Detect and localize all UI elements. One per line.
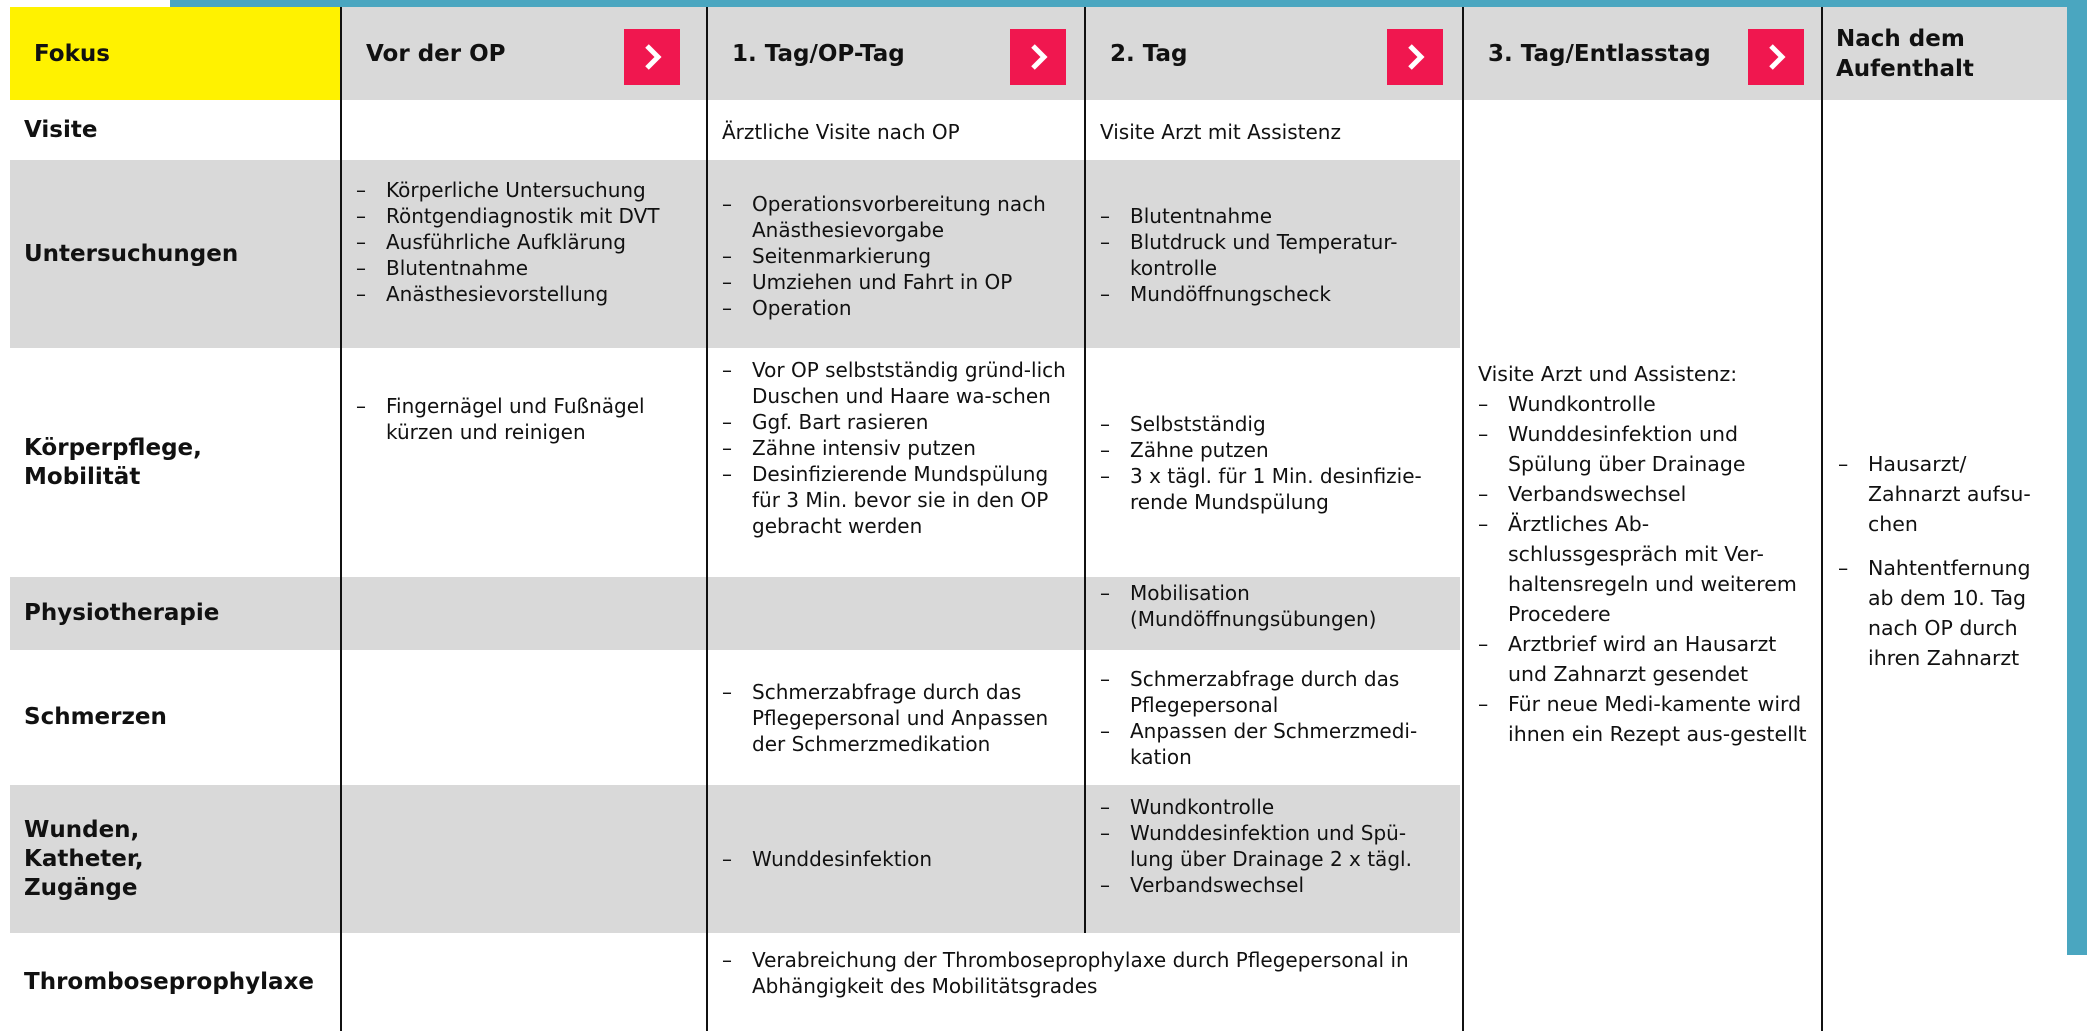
list-item: – Anästhesievorstellung xyxy=(356,281,696,307)
list-item: – Nahtentfernung ab dem 10. Tag nach OP durch ihren Zahnarzt xyxy=(1838,553,2060,673)
row-label-visite: Visite xyxy=(24,116,98,143)
chevron-right-icon[interactable] xyxy=(1387,29,1443,85)
header-focus xyxy=(10,7,340,100)
list-item: – Körperliche Untersuchung xyxy=(356,177,696,203)
list-item: – Wundkontrolle xyxy=(1100,794,1445,820)
list-item: – Für neue Medi-kamente wird ihnen ein Rezept aus-gestellt xyxy=(1478,689,1813,749)
header-vor-op-label: Vor der OP xyxy=(366,40,506,67)
row-label-wunden: Wunden, Katheter, Zugänge xyxy=(24,816,144,901)
top-accent-bar xyxy=(170,0,2087,7)
cell-wunden-tag1 xyxy=(722,846,1072,872)
list-item: – Blutentnahme xyxy=(356,255,696,281)
list-item: – Wunddesinfektion xyxy=(722,846,1072,872)
list-item: – Röntgendiagnostik mit DVT xyxy=(356,203,696,229)
chevron-right-icon[interactable] xyxy=(1748,29,1804,85)
header-nach xyxy=(1823,7,2067,100)
list-item: – Wundkontrolle xyxy=(1478,389,1813,419)
list-item: – Schmerzabfrage durch das Pflegepersonal xyxy=(1100,666,1445,718)
list-item: – Ärztliches Ab-schlussgespräch mit Ver-haltensregeln und weiterem Procedere xyxy=(1478,509,1813,629)
cell-koerperpflege-tag1 xyxy=(722,357,1067,539)
list-item: – Anpassen der Schmerzmedi-kation xyxy=(1100,718,1445,770)
cell-schmerzen-tag2 xyxy=(1100,666,1445,770)
row-label-koerperpflege: Körperpflege, Mobilität xyxy=(24,434,202,490)
cell-visite-tag1: Ärztliche Visite nach OP xyxy=(722,120,960,144)
header-vor-op xyxy=(342,7,706,100)
cell-koerperpflege-vor xyxy=(356,393,696,445)
header-tag2-label: 2. Tag xyxy=(1110,40,1188,67)
cell-schmerzen-tag1 xyxy=(722,679,1072,757)
cell-untersuchungen-tag2 xyxy=(1100,203,1440,307)
list-item: – Mundöffnungscheck xyxy=(1100,281,1440,307)
header-tag2 xyxy=(1086,7,1462,100)
column-divider xyxy=(1462,7,1464,1031)
chevron-right-icon[interactable] xyxy=(624,29,680,85)
list-item: – 3 x tägl. für 1 Min. desinfizie-rende Mundspülung xyxy=(1100,463,1445,515)
column-divider xyxy=(340,7,342,1031)
list-item: – Schmerzabfrage durch das Pflegepersonal und Anpassen der Schmerzmedikation xyxy=(722,679,1072,757)
column-divider xyxy=(1821,7,1823,1031)
row-label-thrombose: Thromboseprophylaxe xyxy=(24,968,315,995)
list-item: – Blutdruck und Temperatur-kontrolle xyxy=(1100,229,1440,281)
list-item: – Wunddesinfektion und Spü-lung über Drainage 2 x tägl. xyxy=(1100,820,1445,872)
cell-untersuchungen-tag1 xyxy=(722,191,1072,321)
column-divider xyxy=(706,7,708,1031)
list-item: – Verbandswechsel xyxy=(1478,479,1813,509)
list-item: – Ausführliche Aufklärung xyxy=(356,229,696,255)
cell-untersuchungen-vor xyxy=(356,177,696,307)
chevron-right-icon[interactable] xyxy=(1010,29,1066,85)
list-item: – Arztbrief wird an Hausarzt und Zahnarzt gesendet xyxy=(1478,629,1813,689)
column-divider xyxy=(1084,7,1086,933)
list-item: – Blutentnahme xyxy=(1100,203,1440,229)
list-item: – Verabreichung der Thromboseprophylaxe durch Pflegepersonal in Abhängigkeit des Mobilitätsgrades xyxy=(722,947,1452,999)
list-item: – Fingernägel und Fußnägel kürzen und reinigen xyxy=(356,393,696,445)
header-focus-label: Fokus xyxy=(34,40,110,67)
cell-wunden-tag2 xyxy=(1100,794,1445,898)
row-label-untersuchungen: Untersuchungen xyxy=(24,240,239,267)
tag3-intro: Visite Arzt und Assistenz: xyxy=(1478,362,1738,386)
cell-physio-tag2 xyxy=(1100,580,1445,632)
list-item: – Mobilisation (Mundöffnungsübungen) xyxy=(1100,580,1445,632)
list-item: – Umziehen und Fahrt in OP xyxy=(722,269,1072,295)
list-item: – Ggf. Bart rasieren xyxy=(722,409,1067,435)
right-accent-bar xyxy=(2067,0,2087,955)
list-item: – Operation xyxy=(722,295,1072,321)
cell-thrombose-tag12 xyxy=(722,947,1452,999)
header-tag1-label: 1. Tag/OP-Tag xyxy=(732,40,905,67)
list-item: – Zähne putzen xyxy=(1100,437,1445,463)
list-item: – Selbstständig xyxy=(1100,411,1445,437)
cell-koerperpflege-tag2 xyxy=(1100,411,1445,515)
row-label-schmerzen: Schmerzen xyxy=(24,704,167,730)
list-item: – Vor OP selbstständig gründ-lich Duschen und Haare wa-schen xyxy=(722,357,1067,409)
cell-tag3-discharge xyxy=(1478,359,1813,749)
list-item: – Hausarzt/ Zahnarzt aufsu-chen xyxy=(1838,449,2060,539)
row-label-physiotherapie: Physiotherapie xyxy=(24,600,220,626)
header-tag1 xyxy=(708,7,1084,100)
list-item: – Zähne intensiv putzen xyxy=(722,435,1067,461)
list-item: – Wunddesinfektion und Spülung über Drainage xyxy=(1478,419,1813,479)
header-tag3-label: 3. Tag/Entlasstag xyxy=(1488,40,1711,67)
header-tag3 xyxy=(1464,7,1821,100)
list-item: – Operationsvorbereitung nach Anästhesievorgabe xyxy=(722,191,1072,243)
cell-visite-tag2: Visite Arzt mit Assistenz xyxy=(1100,120,1341,144)
list-item: – Desinfizierende Mundspülung für 3 Min. bevor sie in den OP gebracht werden xyxy=(722,461,1067,539)
list-item: – Verbandswechsel xyxy=(1100,872,1445,898)
header-nach-label: Nach dem Aufenthalt xyxy=(1836,25,1974,82)
list-item: – Seitenmarkierung xyxy=(722,243,1072,269)
cell-nach-aufenthalt xyxy=(1838,449,2060,673)
